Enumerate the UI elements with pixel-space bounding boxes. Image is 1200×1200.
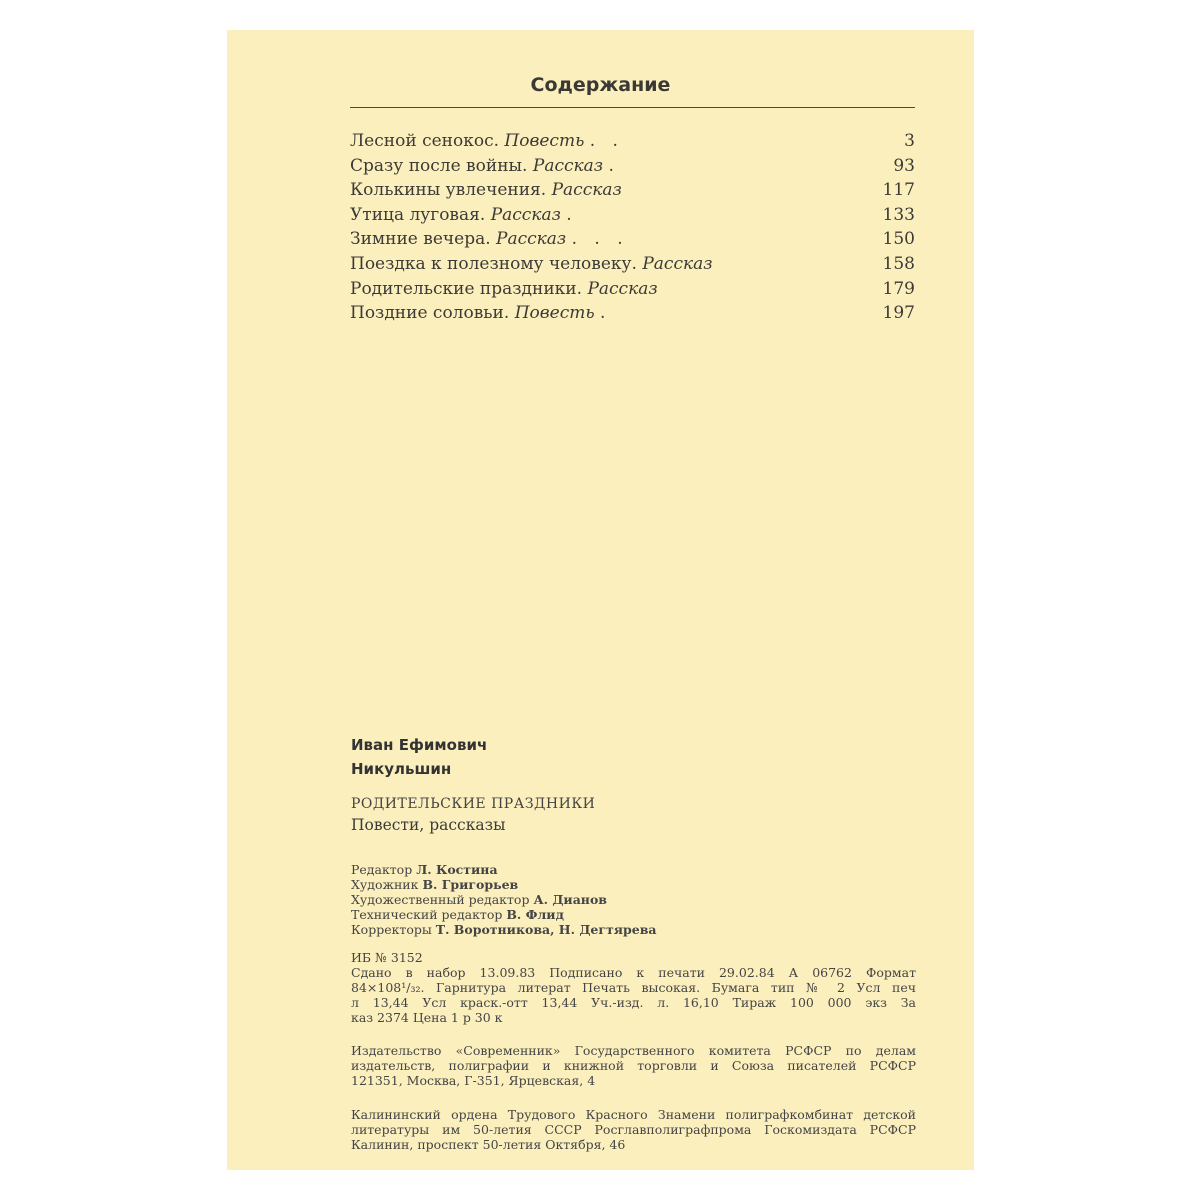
credit-line bbox=[351, 862, 657, 877]
credit-role: Редактор bbox=[351, 862, 413, 877]
toc-entry-page: 133 bbox=[882, 204, 915, 225]
imprint-line: Калинин, проспект 50-летия Октября, 46 bbox=[351, 1137, 626, 1152]
toc-entry bbox=[350, 277, 915, 302]
credit-line bbox=[351, 907, 657, 922]
toc-entry-genre: Повесть bbox=[504, 131, 585, 151]
toc-entry-title: Колькины увлечения. bbox=[350, 180, 547, 201]
toc-entry-title: Поздние соловьи. bbox=[350, 303, 510, 324]
book-subtitle: Повести, рассказы bbox=[351, 816, 506, 834]
author-name bbox=[351, 733, 487, 781]
toc-entry-page: 3 bbox=[904, 131, 915, 151]
credit-role: Художник bbox=[351, 877, 419, 892]
toc-entry-genre: Рассказ bbox=[642, 253, 713, 274]
toc-entry bbox=[350, 129, 915, 154]
book-page bbox=[227, 30, 974, 1170]
toc-entry-genre: Рассказ bbox=[490, 204, 561, 225]
credit-name: Л. Костина bbox=[416, 862, 498, 877]
credit-line bbox=[351, 922, 657, 937]
toc-entry bbox=[350, 203, 915, 228]
printer-info bbox=[351, 1107, 916, 1152]
imprint-line: 84×108¹/₃₂. Гарнитура литерат Печать высокая. Бумага тип № 2 Усл печ bbox=[351, 980, 916, 995]
toc-divider bbox=[350, 107, 915, 108]
toc-entry-title: Утица луговая. bbox=[350, 204, 486, 225]
book-info bbox=[351, 794, 595, 836]
toc-entry-page: 150 bbox=[882, 229, 915, 250]
toc-entry-page: 117 bbox=[882, 180, 915, 201]
ib-number: ИБ № 3152 bbox=[351, 950, 423, 965]
toc-entry-dots: . bbox=[566, 204, 578, 225]
imprint-line: каз 2374 Цена 1 р 30 к bbox=[351, 1010, 503, 1025]
toc-entry bbox=[350, 252, 915, 277]
toc-entry-dots: . . . bbox=[571, 229, 629, 250]
toc-entry-dots: . bbox=[608, 155, 620, 176]
toc-entry-genre: Рассказ bbox=[532, 155, 604, 176]
imprint-line: Издательство «Современник» Государственного комитета РСФСР по делам bbox=[351, 1043, 916, 1058]
credit-name: Т. Воротникова, Н. Дегтярева bbox=[435, 922, 657, 937]
toc-entry-genre: Рассказ bbox=[551, 180, 622, 201]
toc-entry-page: 179 bbox=[882, 278, 915, 299]
toc-entry-genre: Рассказ bbox=[496, 229, 567, 250]
credit-line bbox=[351, 877, 657, 892]
toc-title: Содержание bbox=[530, 74, 671, 96]
toc-entry bbox=[350, 154, 915, 179]
credit-name: В. Флид bbox=[506, 907, 564, 922]
imprint-line: издательств, полиграфии и книжной торговли и Союза писателей РСФСР bbox=[351, 1058, 916, 1073]
author-surname: Никульшин bbox=[351, 760, 452, 778]
credit-line bbox=[351, 892, 657, 907]
toc-entry-title: Лесной сенокос. bbox=[350, 131, 499, 151]
toc-entry-title: Зимние вечера. bbox=[350, 229, 491, 250]
toc-entry-page: 93 bbox=[893, 155, 915, 176]
toc-entry-title: Поездка к полезному человеку. bbox=[350, 253, 637, 274]
toc-entry-dots: . . bbox=[589, 131, 624, 151]
toc-entry-genre: Рассказ bbox=[587, 278, 658, 299]
imprint-line: Сдано в набор 13.09.83 Подписано к печати 29.02.84 А 06762 Формат bbox=[351, 965, 916, 980]
publisher-info bbox=[351, 1043, 916, 1088]
imprint-line: Калининский ордена Трудового Красного Знамени полиграфкомбинат детской bbox=[351, 1107, 916, 1122]
toc-entry-title: Сразу после войны. bbox=[350, 155, 528, 176]
imprint-line: литературы им 50-летия СССР Росглавполиграфпрома Госкомиздата РСФСР bbox=[351, 1122, 916, 1137]
toc-entry bbox=[350, 227, 915, 252]
credit-role: Художественный редактор bbox=[351, 892, 530, 907]
toc-entry-genre: Повесть bbox=[514, 303, 595, 324]
toc-list bbox=[350, 129, 915, 326]
credit-name: В. Григорьев bbox=[422, 877, 519, 892]
credit-role: Технический редактор bbox=[351, 907, 503, 922]
imprint-line: 121351, Москва, Г-351, Ярцевская, 4 bbox=[351, 1073, 596, 1088]
author-first-names: Иван Ефимович bbox=[351, 736, 488, 754]
imprint-line: л 13,44 Усл краск.-отт 13,44 Уч.-изд. л. 16,10 Тираж 100 000 экз За bbox=[351, 995, 916, 1010]
toc-entry-page: 197 bbox=[882, 303, 915, 324]
toc-entry bbox=[350, 178, 915, 203]
credits-list bbox=[351, 862, 657, 937]
toc-entry-title: Родительские праздники. bbox=[350, 278, 583, 299]
credit-role: Корректоры bbox=[351, 922, 432, 937]
book-title: РОДИТЕЛЬСКИЕ ПРАЗДНИКИ bbox=[351, 796, 596, 812]
toc-entry bbox=[350, 301, 915, 326]
credit-name: А. Дианов bbox=[533, 892, 607, 907]
toc-entry-page: 158 bbox=[882, 253, 915, 274]
printing-details bbox=[351, 965, 916, 1025]
toc-entry-dots: . bbox=[600, 303, 612, 324]
